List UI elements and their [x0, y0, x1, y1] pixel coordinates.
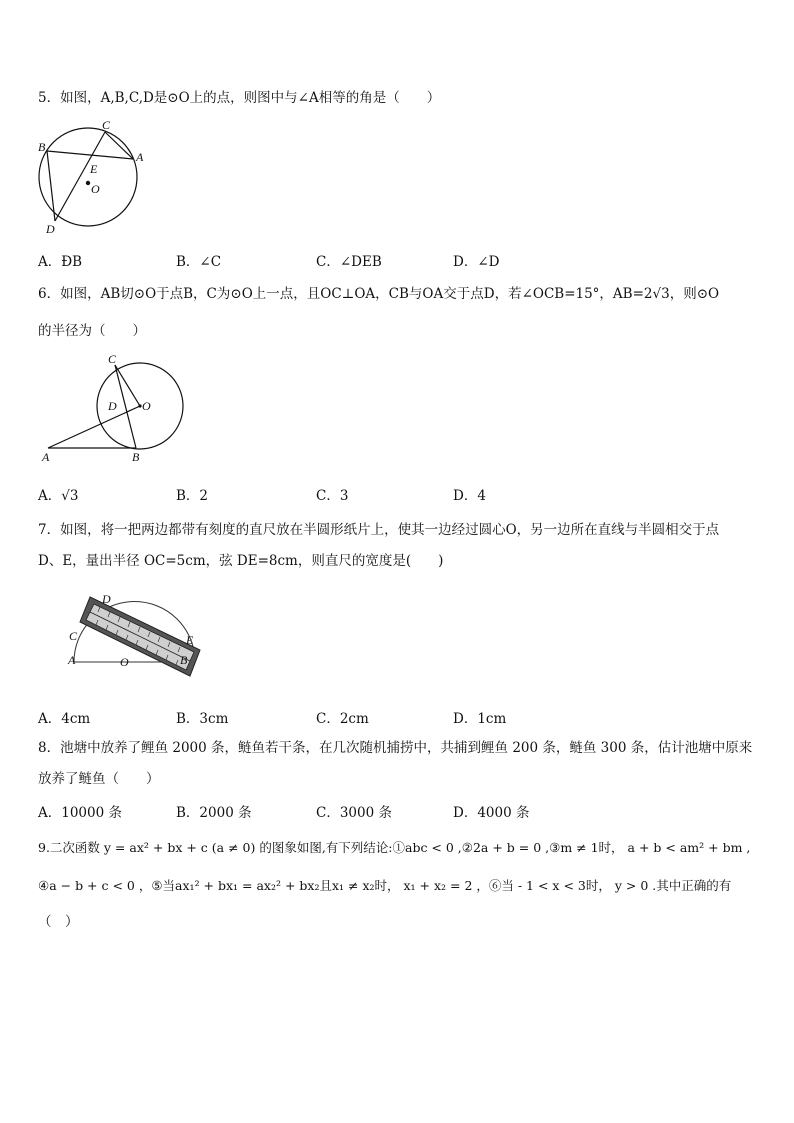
q8-option-b[interactable]: B．2000 条 — [176, 805, 252, 821]
q7-option-b[interactable]: B．3cm — [176, 711, 229, 727]
q6-option-d[interactable]: D．4 — [453, 488, 486, 504]
q6-option-b[interactable]: B．2 — [176, 488, 209, 504]
q8-option-d[interactable]: D．4000 条 — [453, 805, 530, 821]
q5-option-c[interactable]: C．∠DEB — [316, 254, 382, 270]
q5-option-a[interactable]: A．ÐB — [38, 254, 83, 270]
q7-label-E: E — [186, 633, 194, 647]
q5-stem: 5．如图，A,B,C,D是⊙O上的点，则图中与∠A相等的角是（ ） — [38, 90, 441, 106]
q7-label-D: D — [102, 592, 111, 606]
q5-label-D: D — [46, 222, 55, 236]
q5-label-C: C — [102, 118, 111, 132]
q7-option-a[interactable]: A．4cm — [38, 711, 91, 727]
q6-stem-line2: 的半径为（ ） — [38, 323, 146, 339]
q8-option-c[interactable]: C．3000 条 — [316, 805, 392, 821]
q6-circle-figure — [38, 350, 188, 465]
q5-option-b[interactable]: B．∠C — [176, 254, 222, 270]
q7-stem-line1: 7．如图，将一把两边都带有刻度的直尺放在半圆形纸片上，使其一边经过圆心O，另一边所在直线与半圆相交于点 — [38, 522, 720, 538]
q5-label-B: B — [38, 140, 46, 154]
q7-option-c[interactable]: C．2cm — [316, 711, 369, 727]
q9-stem-line1: 9.二次函数 y = ax² + bx + c (a ≠ 0) 的图象如图,有下列结论:①abc < 0 ,②2a + b = 0 ,③m ≠ 1时， a + b < am² + bm , — [38, 840, 751, 855]
q7-ruler-figure — [60, 592, 210, 692]
q7-stem-line2: D、E，量出半径 OC=5cm，弦 DE=8cm，则直尺的宽度是( ) — [38, 553, 444, 569]
q7-label-C: C — [69, 629, 78, 643]
q6-label-C: C — [108, 352, 117, 366]
q5-circle-figure — [30, 115, 150, 240]
q6-label-D: D — [108, 399, 117, 413]
q7-label-O: O — [120, 655, 129, 669]
q7-option-d[interactable]: D．1cm — [453, 711, 507, 727]
q9-stem-line2: ④a − b + c < 0 ，⑤当ax₁² + bx₁ = ax₂² + bx₂且x₁ ≠ x₂时， x₁ + x₂ = 2 ，⑥当 - 1 < x < 3时， y > 0 .其中正确的有 — [38, 878, 732, 893]
q5-label-A: A — [136, 150, 144, 164]
q6-stem-line1: 6．如图，AB切⊙O于点B，C为⊙O上一点，且OC⊥OA，CB与OA交于点D，若∠OCB=15°，AB=2√3，则⊙O — [38, 286, 720, 302]
q6-option-a[interactable]: A．√3 — [38, 488, 79, 504]
q6-label-B: B — [132, 450, 140, 464]
q5-label-O: O — [91, 182, 100, 196]
q7-label-B: B — [180, 653, 188, 667]
q8-stem-line1: 8．池塘中放养了鲤鱼 2000 条，鲢鱼若干条，在几次随机捕捞中，共捕到鲤鱼 200 条，鲢鱼 300 条，估计池塘中原来 — [38, 740, 753, 756]
q6-option-c[interactable]: C．3 — [316, 488, 349, 504]
q9-stem-line3: （ ） — [38, 914, 79, 930]
q5-option-d[interactable]: D．∠D — [453, 254, 500, 270]
q6-label-A: A — [42, 450, 50, 464]
q7-label-A: A — [68, 653, 76, 667]
q5-label-E: E — [90, 162, 98, 176]
q8-stem-line2: 放养了鲢鱼（ ） — [38, 771, 160, 787]
q8-option-a[interactable]: A．10000 条 — [38, 805, 122, 821]
q6-label-O: O — [142, 399, 151, 413]
